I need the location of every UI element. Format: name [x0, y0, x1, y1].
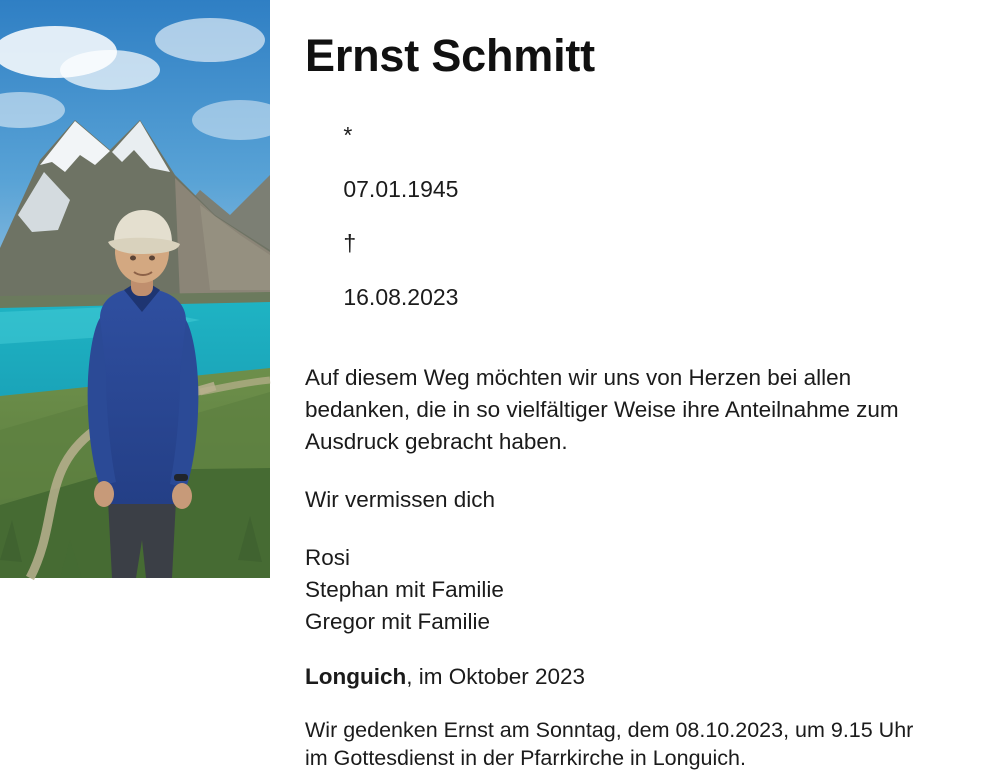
place-name: Longuich	[305, 663, 407, 689]
survivor-item: Gregor mit Familie	[305, 608, 491, 634]
memorial-service-info	[305, 716, 970, 773]
birth-date: 07.01.1945	[343, 176, 459, 202]
birth-symbol: *	[343, 122, 353, 148]
service-line: Wir gedenken Ernst am Sonntag, dem 08.10.2023, um 9.15 Uhr	[305, 717, 914, 742]
death-cross-icon: †	[343, 230, 357, 256]
obituary-text-column	[305, 0, 970, 771]
missing-line: Wir vermissen dich	[305, 486, 496, 512]
thank-you-text: Auf diesem Weg möchten wir uns von Herzen bei allen bedanken, die in so vielfältiger Weise ihre Anteilnahme zum Ausdruck gebracht haben.	[305, 365, 899, 454]
place-and-date	[305, 664, 970, 690]
death-date: 16.08.2023	[343, 284, 459, 310]
life-dates	[305, 95, 970, 338]
portrait-photo	[0, 0, 270, 578]
place-date-suffix: , im Oktober 2023	[406, 663, 586, 689]
survivor-item: Rosi	[305, 544, 351, 570]
survivor-item: Stephan mit Familie	[305, 576, 504, 602]
service-line: im Gottesdienst in der Pfarrkirche in Longuich.	[305, 746, 746, 771]
photo-illustration	[0, 0, 270, 578]
survivors-list	[305, 542, 970, 638]
deceased-name: Ernst Schmitt	[305, 30, 595, 81]
